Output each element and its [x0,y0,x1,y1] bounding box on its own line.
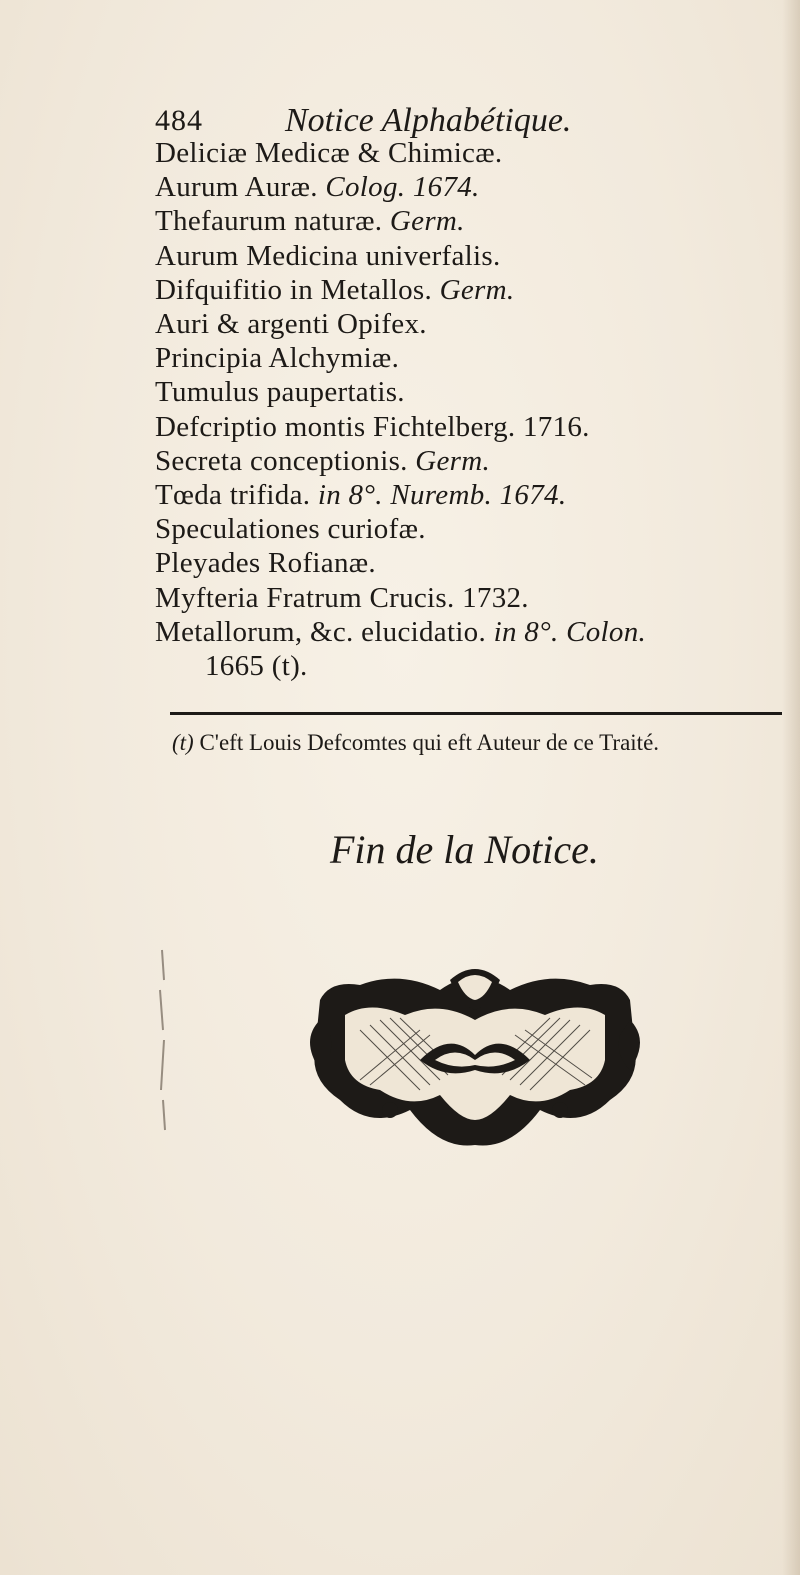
footnote-text: C'eft Louis Defcomtes qui eft Auteur de ce Traité. [193,730,660,755]
list-item: Pleyades Rofianæ. [155,547,376,580]
list-item: Speculationes curiofæ. [155,513,426,546]
list-item: Aurum Auræ. Colog. 1674. [155,171,480,204]
list-item: Myfteria Fratrum Crucis. 1732. [155,581,529,614]
list-item: Metallorum, &c. elucidatio. in 8°. Colon. [155,615,647,648]
tailpiece-ornament-icon [300,960,650,1160]
closing-line: Fin de la Notice. [330,827,599,872]
footnote [172,727,792,759]
list-item: 1665 (t). [205,650,308,683]
page-number: 484 [155,104,203,137]
footnote-rule [170,712,782,715]
list-item: Secreta conceptionis. Germ. [155,444,491,477]
list-item: Thefaurum naturæ. Germ. [155,205,465,238]
footnote-mark: (t) [172,730,194,755]
list-item: Tœda trifida. in 8°. Nuremb. 1674. [155,479,567,512]
list-item: Difquifitio in Metallos. Germ. [155,273,515,306]
list-item: Deliciæ Medicæ & Chimicæ. [155,137,503,169]
list-item: Aurum Medicina univerfalis. [155,239,501,272]
ink-smudge [148,940,178,1140]
list-item: Tumulus paupertatis. [155,376,405,409]
title-list [155,136,785,683]
running-title: Notice Alphabétique. [285,102,572,139]
list-item: Auri & argenti Opifex. [155,308,427,341]
list-item: Defcriptio montis Fichtelberg. 1716. [155,410,590,443]
list-item: Principia Alchymiæ. [155,342,400,375]
